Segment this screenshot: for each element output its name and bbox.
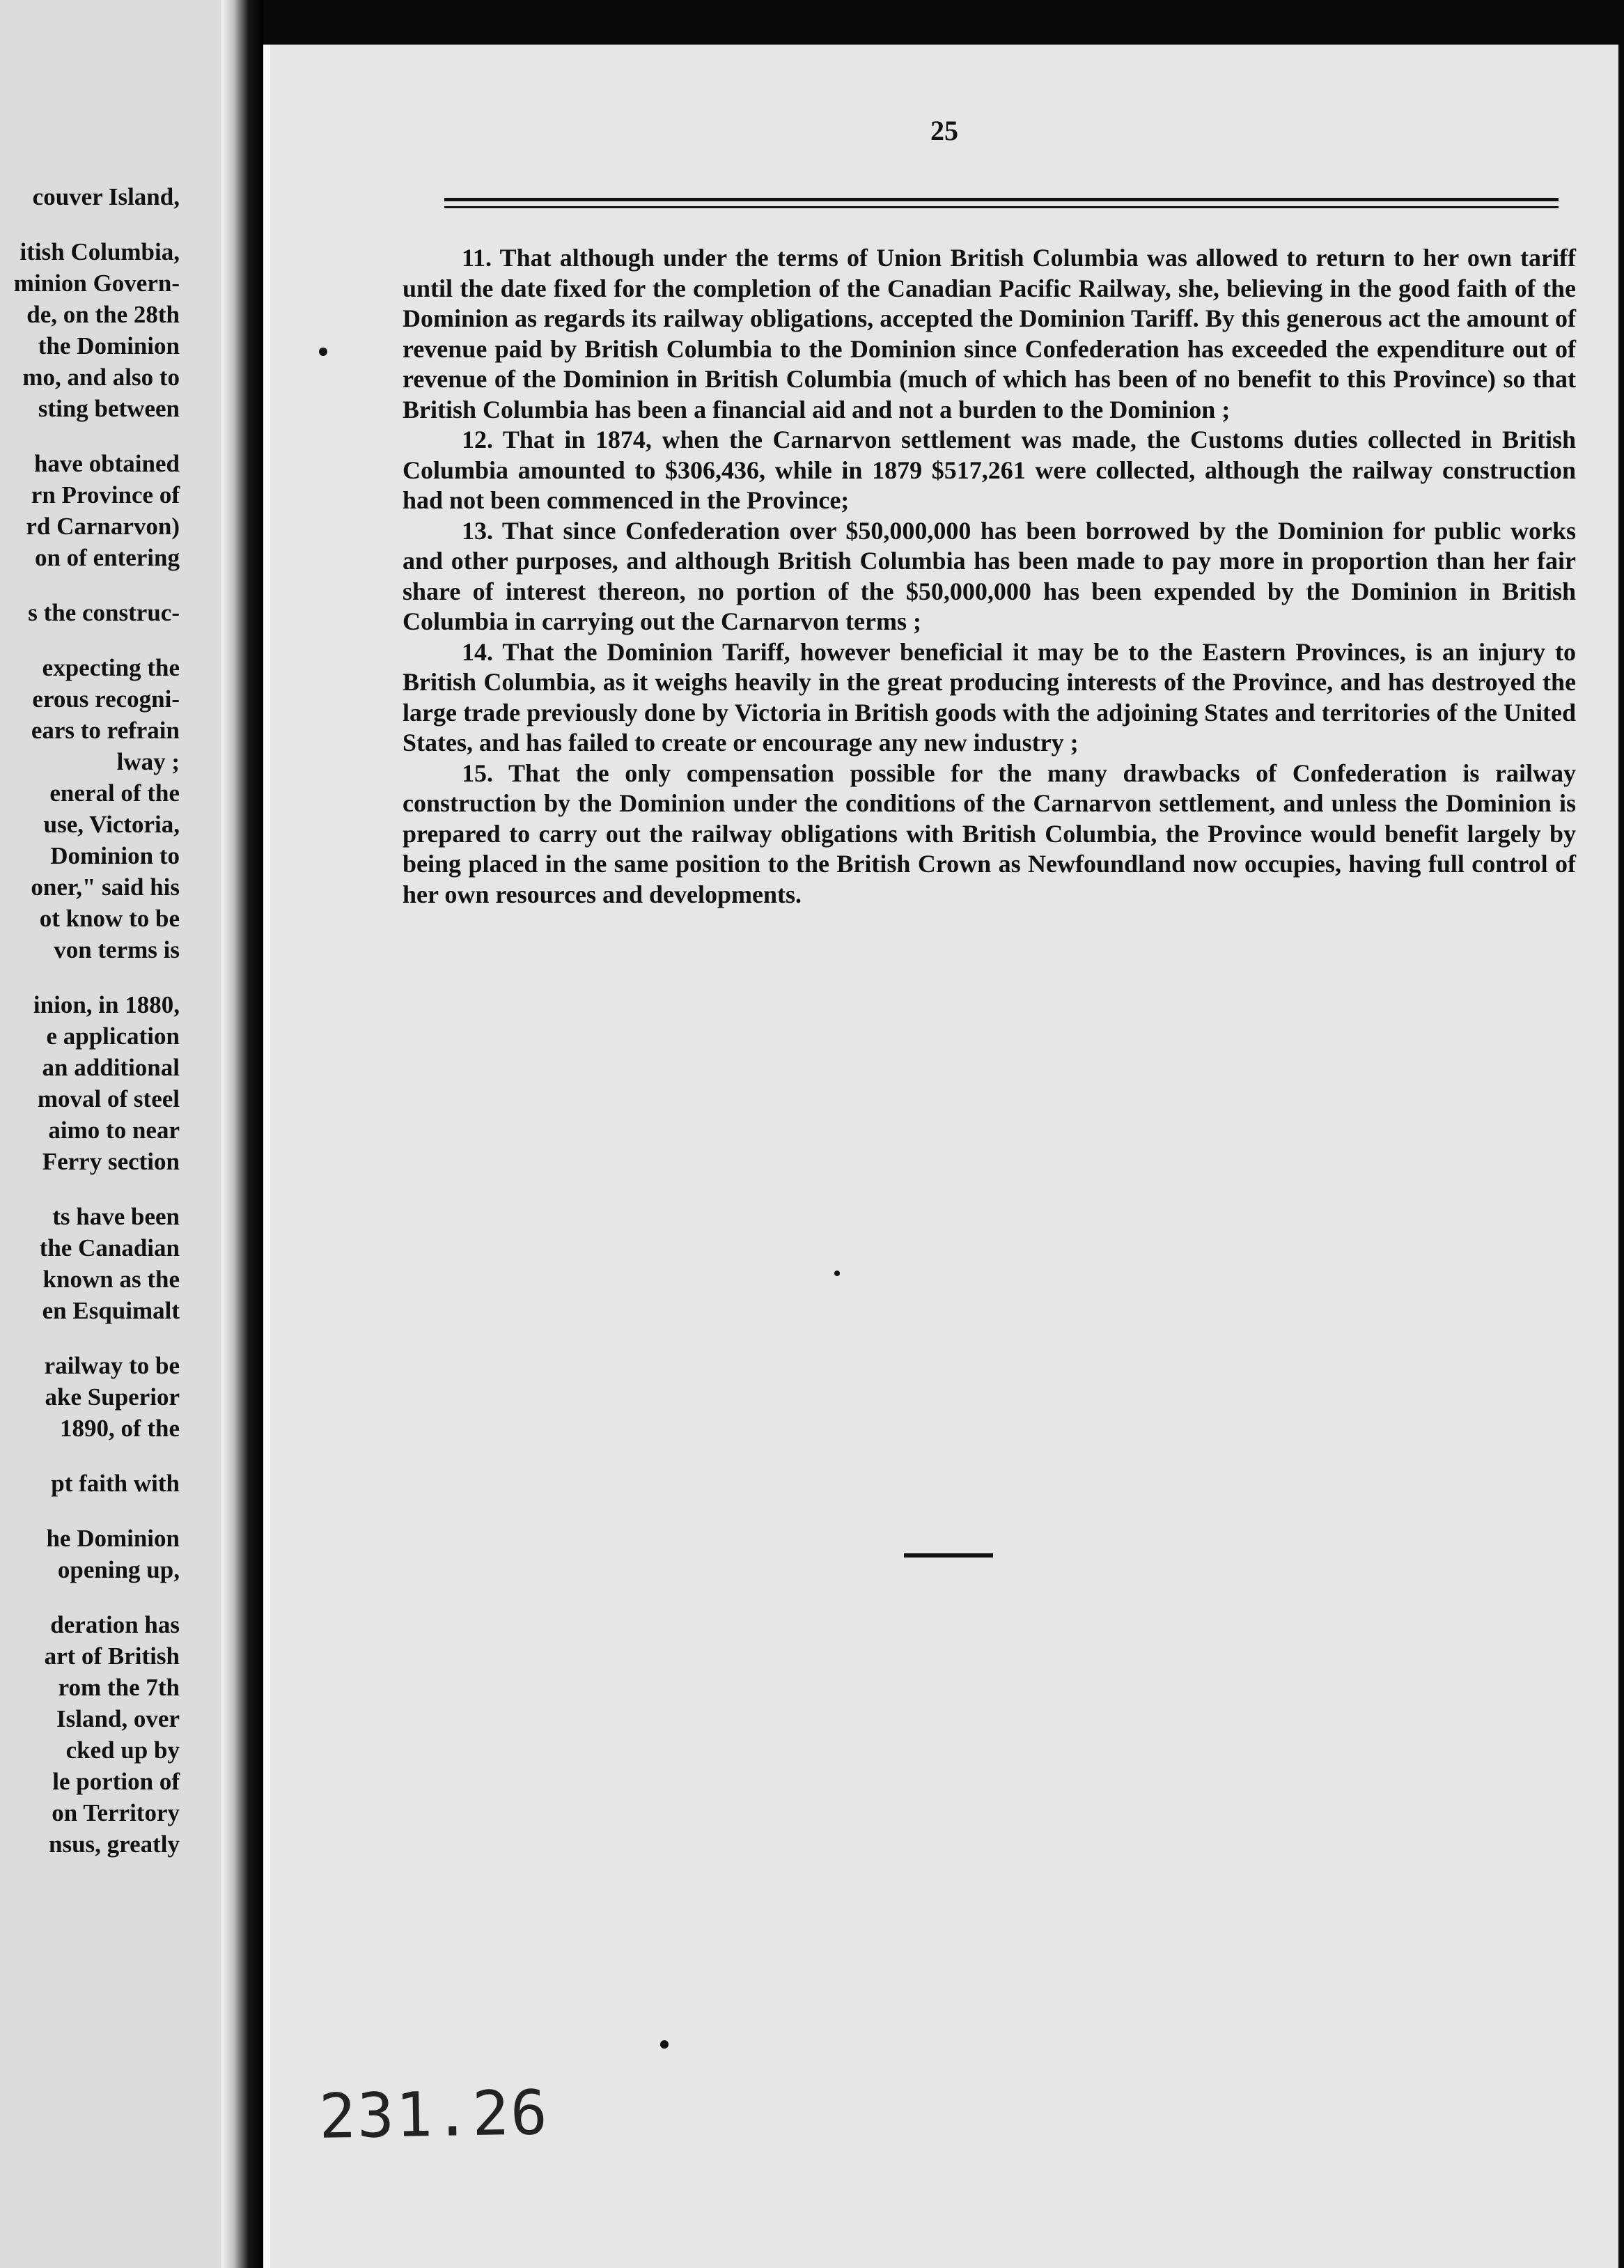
paragraph-15: 15. That the only compensation possible for the many drawbacks of Confederation is railway construction by the Dominion under the conditions of the Carnarvon settlement, and unless the Dominion is prepared to carry out the railway obligations with British Columbia, the Province would benefit largely by being placed in the same position to the British Crown as Newfoundland now occupies, having full control of her own resources and developments. [403, 759, 1576, 908]
facing-page-line: en Esquimalt [42, 1297, 180, 1324]
facing-page-line: the Dominion [38, 332, 180, 359]
body-text [403, 243, 1576, 910]
facing-page-line: oner," said his [31, 873, 180, 901]
facing-page-line: opening up, [57, 1556, 180, 1583]
facing-page-line: rd Carnarvon) [26, 513, 180, 540]
facing-page-line: de, on the 28th [26, 301, 180, 328]
shelfmark: 231.26 [318, 2076, 549, 2152]
facing-page-line: railway to be [44, 1352, 180, 1379]
facing-page-line: he Dominion [46, 1525, 180, 1552]
facing-page-line: use, Victoria, [43, 811, 180, 838]
ink-speck [319, 348, 327, 356]
facing-page-line: eneral of the [49, 779, 180, 807]
header-rule-thin [444, 206, 1559, 208]
facing-page-line: cked up by [65, 1737, 180, 1764]
paragraph-11: 11. That although under the terms of Union British Columbia was allowed to return to her own tariff until the date fixed for the completion of the Canadian Pacific Railway, she, believing in the good faith of the Dominion as regards its railway obligations, accepted the Dominion Tariff. By this generous act the amount of revenue paid by British Columbia to the Dominion since Confederation has exceeded the expenditure out of revenue of the Dominion in British Columbia (much of which has been of no benefit to this Province) so that British Columbia has been a financial aid and not a burden to the Dominion ; [403, 244, 1576, 424]
facing-page-line: moval of steel [37, 1085, 180, 1112]
closing-dash [904, 1553, 993, 1558]
facing-page-line: couver Island, [32, 183, 180, 210]
facing-page-line: an additional [42, 1054, 180, 1081]
facing-page-line: 1890, of the [59, 1415, 180, 1442]
facing-page-line: art of British [44, 1642, 180, 1670]
document-page [263, 45, 1618, 2268]
facing-page-line: minion Govern- [13, 270, 180, 297]
facing-page-line: on Territory [52, 1799, 180, 1826]
facing-page-text [0, 181, 180, 1860]
facing-page-line: erous recogni- [32, 685, 180, 713]
paragraph-12: 12. That in 1874, when the Carnarvon settlement was made, the Customs duties collected in British Columbia amounted to $306,436, while in 1879 $517,261 were collected, although the railway construction had not been commenced in the Province; [403, 426, 1576, 514]
facing-page-line: deration has [50, 1611, 180, 1638]
facing-page-line: have obtained [33, 450, 180, 477]
facing-page-line: the Canadian [39, 1234, 180, 1261]
facing-page-line: nsus, greatly [49, 1831, 180, 1858]
facing-page [0, 0, 221, 2268]
facing-page-line: ot know to be [39, 905, 180, 932]
facing-page-line: rom the 7th [58, 1674, 180, 1701]
facing-page-line: s the construc- [28, 599, 180, 626]
book-binding [221, 0, 263, 2268]
facing-page-line: ts have been [52, 1203, 180, 1230]
facing-page-line: Ferry section [42, 1148, 180, 1175]
paragraph-14: 14. That the Dominion Tariff, however beneficial it may be to the Eastern Provinces, is an injury to British Columbia, as it weighs heavily in the great producing interests of the Province, and has destroyed the large trade previously done by Victoria in British goods with the adjoining States and territories of the United States, and has failed to create or encourage any new industry ; [403, 637, 1576, 756]
paragraph-13: 13. That since Confederation over $50,000,000 has been borrowed by the Dominion for public works and other purposes, and although British Columbia has been made to pay more in proportion than her fair share of interest thereon, no portion of the $50,000,000 has been expended by the Dominion in British Columbia in carrying out the Carnarvon terms ; [403, 516, 1576, 635]
facing-page-line: itish Columbia, [19, 238, 180, 265]
facing-page-line: le portion of [52, 1768, 180, 1795]
facing-page-line: expecting the [42, 654, 180, 681]
facing-page-line: lway ; [116, 748, 180, 775]
facing-page-line: on of entering [34, 544, 180, 571]
facing-page-line: sting between [38, 395, 180, 422]
facing-page-line: known as the [42, 1266, 180, 1293]
facing-page-line: Dominion to [50, 842, 180, 869]
facing-page-line: ears to refrain [31, 717, 180, 744]
page-number: 25 [930, 115, 958, 146]
facing-page-line: aimo to near [48, 1117, 180, 1144]
facing-page-line: Island, over [56, 1705, 180, 1732]
facing-page-line: inion, in 1880, [33, 991, 180, 1018]
facing-page-line: rn Province of [31, 481, 180, 508]
facing-page-line: e application [46, 1023, 180, 1050]
facing-page-line: ake Superior [45, 1383, 180, 1411]
facing-page-line: pt faith with [51, 1470, 180, 1497]
ink-speck [834, 1271, 840, 1276]
header-rule [444, 198, 1559, 201]
facing-page-line: von terms is [54, 936, 180, 963]
ink-speck [660, 2040, 669, 2049]
facing-page-line: mo, and also to [22, 364, 180, 391]
